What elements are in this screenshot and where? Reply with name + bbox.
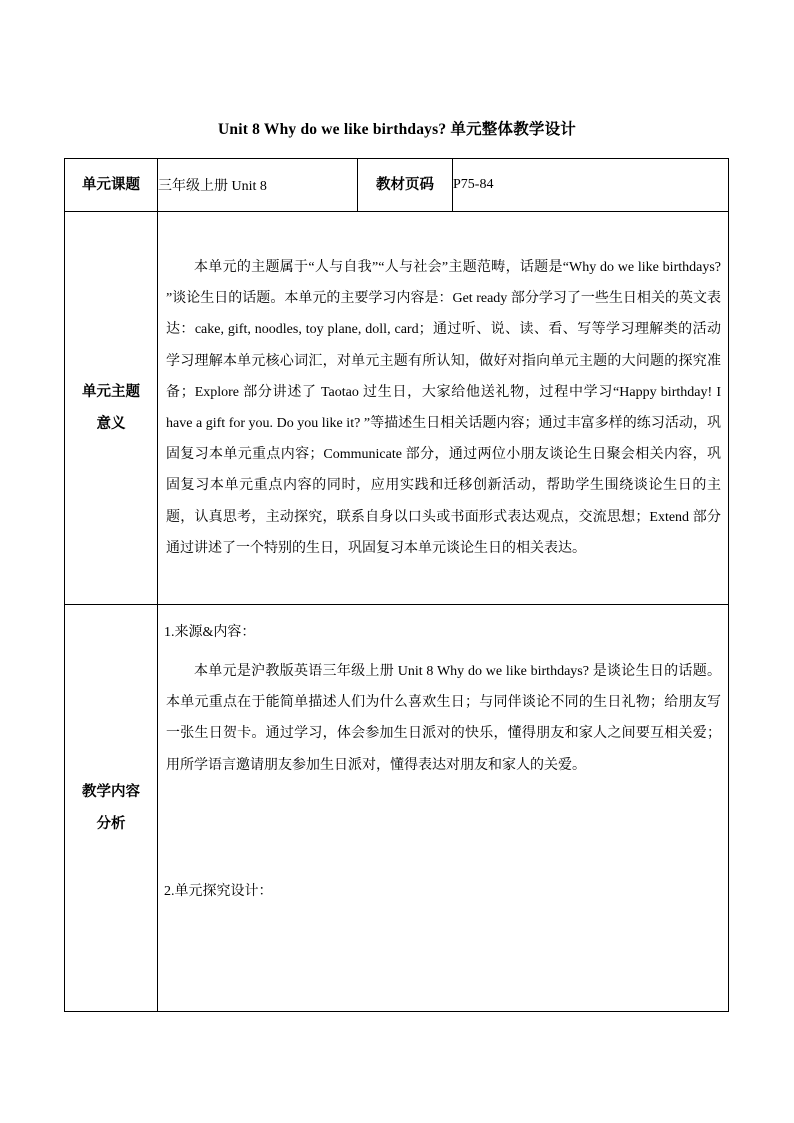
label-unit-theme	[65, 212, 158, 605]
row-content-analysis	[65, 605, 729, 1012]
page-range-value: P75-84	[453, 159, 729, 212]
label-content-analysis-line1: 教学内容	[82, 784, 140, 800]
source-content-heading: 1.来源&内容：	[164, 625, 256, 640]
label-unit-topic: 单元课题	[65, 159, 158, 212]
source-content-paragraph: 本单元是沪教版英语三年级上册 Unit 8 Why do we like birthdays? 是谈论生日的话题。本单元重点在于能简单描述人们为什么喜欢生日；与同伴谈论不同的生日礼物；给朋友写一张生日贺卡。通过学习，体会参加生日派对的快乐，懂得朋友和家人之间要互相关爱；用所学语言邀请朋友参加生日派对，懂得表达对朋友和家人的关爱。	[166, 664, 721, 773]
label-page-range: 教材页码	[358, 159, 453, 212]
unit-design-table	[64, 158, 729, 1012]
row-unit-topic	[65, 159, 729, 212]
unit-theme-cell	[158, 212, 729, 605]
row-unit-theme	[65, 212, 729, 605]
label-unit-theme-line2: 意义	[96, 416, 126, 432]
label-content-analysis-line2: 分析	[96, 816, 126, 832]
label-content-analysis	[65, 605, 158, 1012]
document-title: Unit 8 Why do we like birthdays? 单元整体教学设计	[218, 121, 576, 138]
unit-topic-value: 三年级上册 Unit 8	[158, 159, 358, 212]
unit-theme-paragraph: 本单元的主题属于“人与自我”“人与社会”主题范畴，话题是“Why do we like birthdays? ”谈论生日的话题。本单元的主要学习内容是：Get ready 部分学习了一些生日相关的英文表达：cake, gift, noodles, toy plane, doll, card；通过听、说、读、看、写等学习理解类的活动学习理解本单元核心词汇，对单元主题有所认知，做好对指向单元主题的大问题的探究准备；Explore 部分讲述了 Taotao 过生日，大家给他送礼物，过程中学习“Happy birthday! I have a gift for you. Do you like it? ”等描述生日相关话题内容；通过丰富多样的练习活动，巩固复习本单元重点内容；Communicate 部分，通过两位小朋友谈论生日聚会相关内容，巩固复习本单元重点内容的同时，应用实践和迁移创新活动，帮助学生围绕谈论生日的主题，认真思考，主动探究，联系自身以口头或书面形式表达观点，交流思想；Extend 部分通过讲述了一个特别的生日，巩固复习本单元谈论生日的相关表达。	[166, 259, 721, 556]
content-analysis-cell	[158, 605, 729, 1012]
inquiry-design-heading: 2.单元探究设计：	[164, 883, 273, 899]
label-unit-theme-line1: 单元主题	[82, 384, 140, 400]
